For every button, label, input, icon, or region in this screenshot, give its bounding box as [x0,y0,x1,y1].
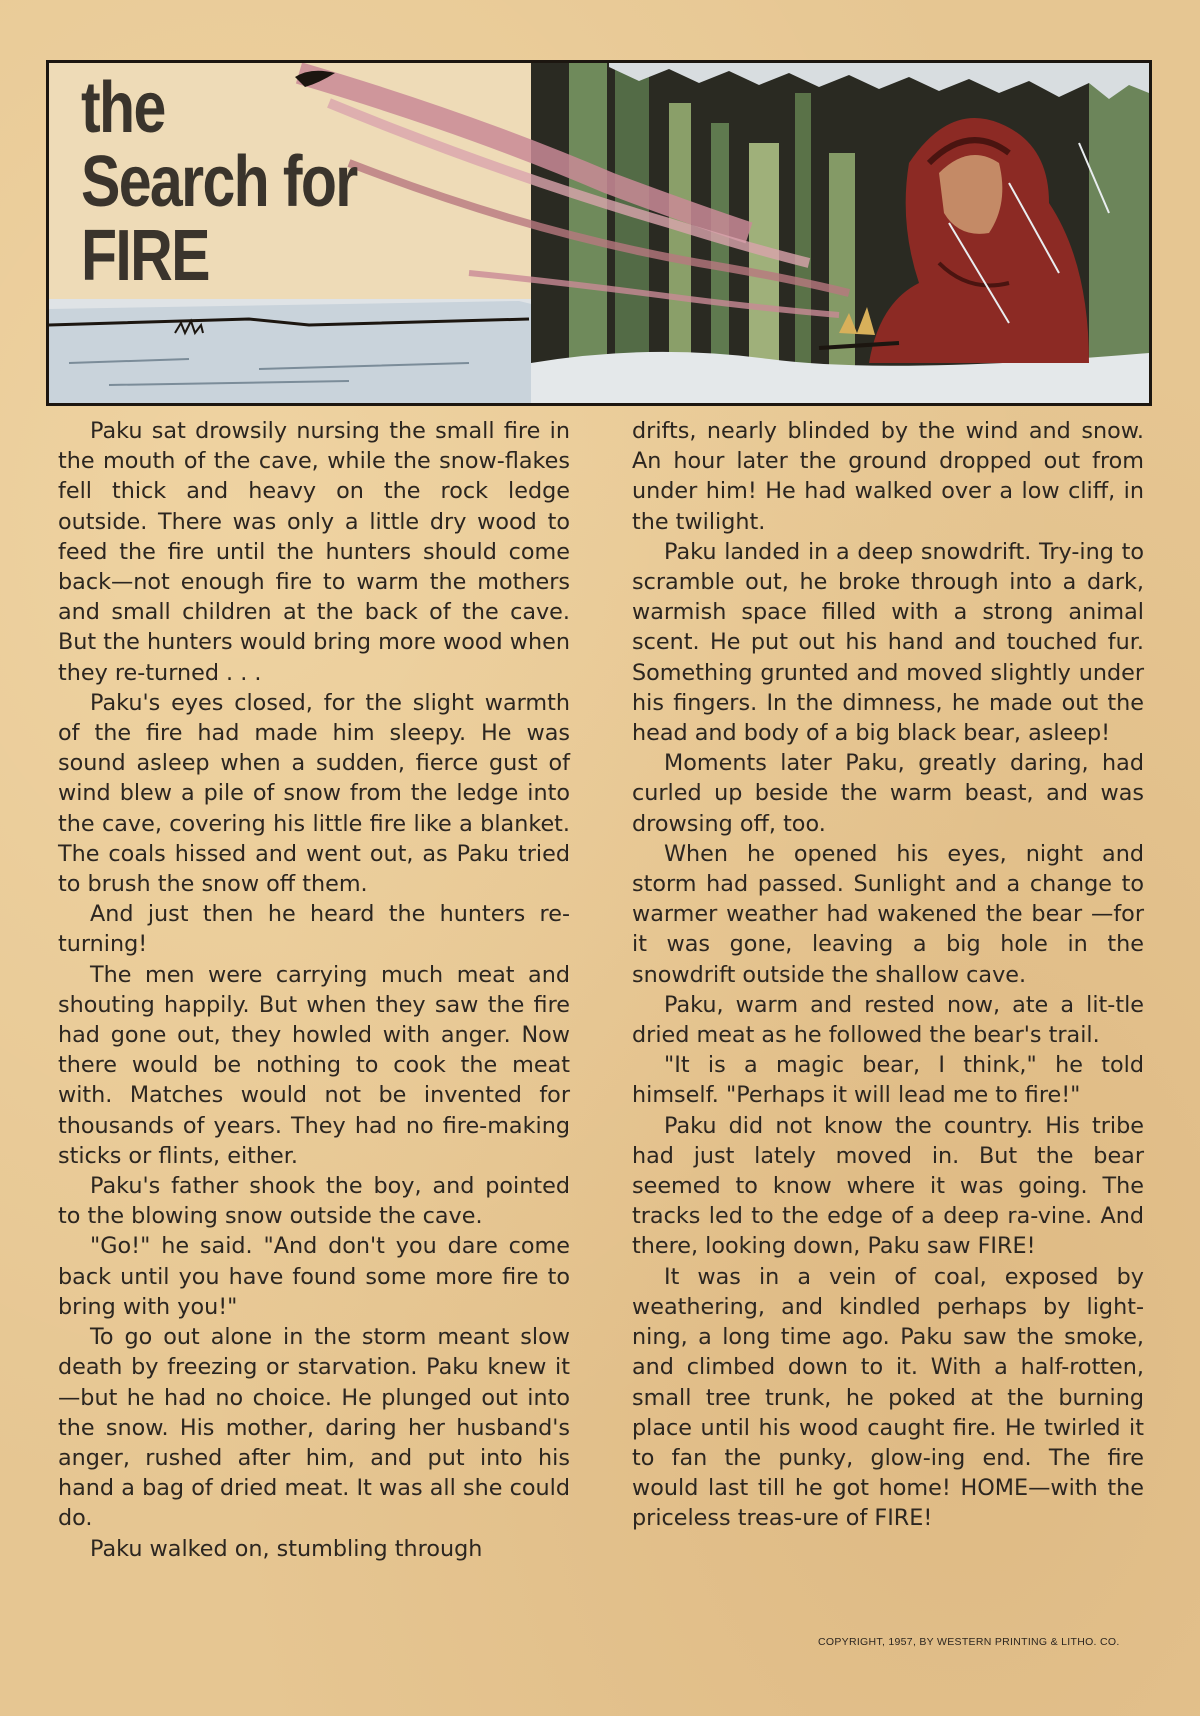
title-line-2: Search for [81,142,357,222]
page-title [81,68,357,296]
copyright-notice: COPYRIGHT, 1957, BY WESTERN PRINTING & LITHO. CO. [818,1636,1120,1648]
paragraph: The men were carrying much meat and shouting happily. But when they saw the fire had gone out, they howled with anger. Now there would be nothing to cook the meat with. Matches would not be invented for thousands of years. They had no fire-making sticks or flints, either. [58,961,570,1169]
paragraph: Paku's father shook the boy, and pointed to the blowing snow outside the cave. [58,1173,570,1230]
paragraph: Paku sat drowsily nursing the small fire in the mouth of the cave, while the snow-flakes fell thick and heavy on the rock ledge outside. There was only a little dry wood to feed the fire until the hunters should come back—not enough fire to warm the mothers and small children at the back of the cave. But the hunters would bring more wood when they re-turned . . . [58,418,570,686]
paragraph: "Go!" he said. "And don't you dare come back until you have found some more fire to bring with you!" [58,1233,570,1320]
paragraph: Paku's eyes closed, for the slight warmth of the fire had made him sleepy. He was sound asleep when a sudden, fierce gust of wind blew a pile of snow from the ledge into the cave, covering his little fire like a blanket. The coals hissed and went out, as Paku tried to brush the snow off them. [58,689,570,898]
tree-trunk-8 [1089,63,1149,403]
header-panel [46,60,1152,406]
paragraph: When he opened his eyes, night and storm had passed. Sunlight and a change to warmer weather had wakened the bear —for it was gone, leaving a big hole in the snowdrift outside the shallow cave. [632,840,1144,988]
story-column-left [58,416,570,1564]
paragraph: And just then he heard the hunters re-turning! [58,901,570,958]
paragraph: "It is a magic bear, I think," he told himself. "Perhaps it will lead me to fire!" [632,1052,1144,1109]
tree-trunk-2 [615,63,649,403]
paragraph: Paku walked on, stumbling through [90,1535,483,1562]
title-line-1: the [81,68,165,148]
title-line-3: FIRE [81,216,209,296]
paragraph: To go out alone in the storm meant slow death by freezing or starvation. Paku knew it—but he had no choice. He plunged out into the snow. His mother, daring her husband's anger, rushed after him, and put into his hand a bag of dried meat. It was all she could do. [58,1324,570,1532]
story-column-right [632,416,1144,1534]
paragraph: Paku landed in a deep snowdrift. Try-ing to scramble out, he broke through into a dark, warmish space filled with a strong animal scent. He put out his hand and touched fur. Something grunted and moved slightly under his fingers. In the dimness, he made out the head and body of a big black bear, asleep! [632,538,1144,747]
paragraph: Moments later Paku, greatly daring, had curled up beside the warm beast, and was drowsing off, too. [632,750,1144,837]
tree-trunk-6 [795,93,811,403]
paragraph: Paku, warm and rested now, ate a lit-tle dried meat as he followed the bear's trail. [632,991,1144,1049]
paragraph: drifts, nearly blinded by the wind and snow. An hour later the ground dropped out from under him! He had walked over a low cliff, in the twilight. [632,418,1144,535]
paragraph: It was in a vein of coal, exposed by weathering, and kindled perhaps by light-ning, a long time ago. Paku saw the smoke, and climbed down to it. With a half-rotten, small tree trunk, he poked at the burning place until his wood caught fire. He twirled it to fan the punky, glow-ing end. The fire would last till he got home! HOME—with the priceless treas-ure of FIRE! [632,1263,1144,1532]
paragraph: Paku did not know the country. His tribe had just lately moved in. But the bear seemed to know where it was going. The tracks led to the edge of a deep ra-vine. And there, looking down, Paku saw FIRE! [632,1112,1144,1260]
snow-drift-shade [49,301,569,403]
